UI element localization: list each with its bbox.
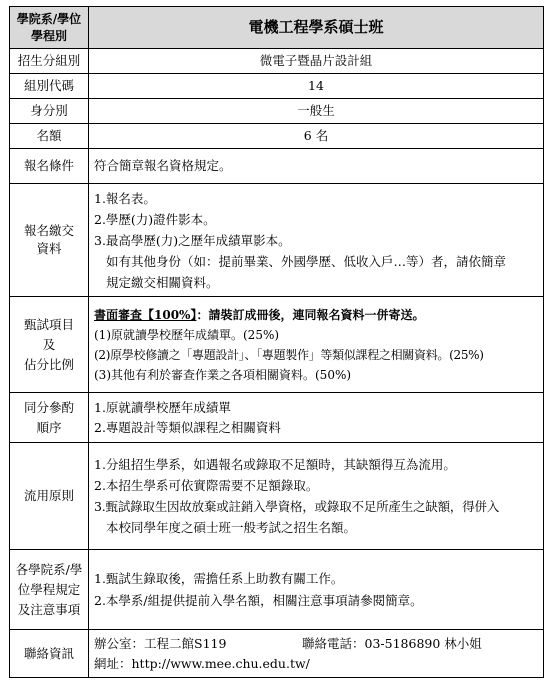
admission-document <box>9 6 544 678</box>
contact-line <box>94 634 539 654</box>
tiebreak-label-line1: 同分參酌 <box>23 399 74 415</box>
screening-heading-underlined: 書面審查【100%】 <box>94 307 197 322</box>
notes-row <box>10 550 544 630</box>
admission-table <box>9 6 544 678</box>
notes-label-cell <box>10 550 89 630</box>
screening-item: (3)其他有利於審查作業之各項相關資料。(50%) <box>94 367 352 382</box>
notes-item: 2.本學系/組提供提前入學名額，相關注意事項請參閱簡章。 <box>94 592 423 608</box>
transfer-row <box>10 443 544 550</box>
tiebreak-row <box>10 393 544 443</box>
contact-phone: 聯絡電話：03-5186890 林小姐 <box>302 635 482 651</box>
contact-content <box>89 630 544 678</box>
division-label: 招生分組別 <box>10 49 89 74</box>
screening-item: (1)原就讀學校歷年成績單。(25%) <box>94 327 280 342</box>
screening-label-line3: 佔分比例 <box>23 356 74 372</box>
header-label-line2: 學程別 <box>30 28 67 43</box>
transfer-item: 1.分組招生學系，如遇報名或錄取不足額時，其缺額得互為流用。 <box>94 457 456 472</box>
screening-heading-rest: ：請裝訂成冊後，連同報名資料一併寄送。 <box>196 307 425 322</box>
eligibility-row <box>10 149 544 184</box>
header-row <box>10 7 544 49</box>
code-value: 14 <box>89 74 544 99</box>
documents-note-line1: 如有其他身份（如：提前畢業、外國學歷、低收入戶…等）者，請依簡章 <box>106 253 507 269</box>
documents-note-line2: 規定繳交相關資料。 <box>106 274 219 290</box>
documents-row <box>10 184 544 297</box>
identity-row <box>10 99 544 124</box>
tiebreak-content <box>89 393 544 443</box>
contact-website[interactable]: 網址：http://www.mee.chu.edu.tw/ <box>94 655 310 671</box>
identity-value: 一般生 <box>89 99 544 124</box>
header-label-cell <box>10 7 89 49</box>
notes-item: 1.甄試生錄取後，需擔任系上助教有關工作。 <box>94 570 344 586</box>
screening-row <box>10 297 544 393</box>
identity-label: 身分別 <box>10 99 89 124</box>
quota-row <box>10 124 544 149</box>
contact-office: 辦公室：工程二館S119 <box>94 635 227 651</box>
code-row <box>10 74 544 99</box>
screening-label-line2: 及 <box>42 336 56 352</box>
screening-heading <box>94 305 539 325</box>
screening-label-line1: 甄試項目 <box>23 316 74 332</box>
notes-content <box>89 550 544 630</box>
tiebreak-item: 2.專題設計等類似課程之相關資料 <box>94 419 281 435</box>
documents-label-line2: 資料 <box>36 241 62 256</box>
transfer-item-continued: 本校同學年度之碩士班一般考試之招生名額。 <box>106 520 357 535</box>
header-label-line1: 學院系/學位 <box>16 12 82 27</box>
documents-content <box>89 184 544 297</box>
transfer-item: 2.本招生學系可依實際需要不足額錄取。 <box>94 478 319 493</box>
eligibility-value: 符合簡章報名資格規定。 <box>89 149 544 184</box>
transfer-content <box>89 443 544 550</box>
program-title: 電機工程學系碩士班 <box>89 7 544 49</box>
eligibility-label: 報名條件 <box>10 149 89 184</box>
documents-item: 3.最高學歷(力)之歷年成績單影本。 <box>94 232 291 248</box>
tiebreak-item: 1.原就讀學校歷年成績單 <box>94 399 231 415</box>
contact-label: 聯絡資訊 <box>10 630 89 678</box>
notes-label-line3: 及注意事項 <box>17 601 81 617</box>
notes-label-line1: 各學院系/學 <box>15 561 83 577</box>
screening-label-cell <box>10 297 89 393</box>
screening-content <box>89 297 544 393</box>
transfer-label: 流用原則 <box>10 443 89 550</box>
documents-label-line1: 報名繳交 <box>23 223 74 239</box>
transfer-item: 3.甄試錄取生因故放棄或註銷入學資格，或錄取不足所產生之缺額，得併入 <box>94 499 500 514</box>
code-label: 組別代碼 <box>10 74 89 99</box>
division-value: 微電子暨晶片設計組 <box>89 49 544 74</box>
quota-value: 6 名 <box>89 124 544 149</box>
screening-item: (2)原學校修讀之「專題設計」、「專題製作」等類似課程之相關資料。(25%) <box>94 347 484 362</box>
notes-label-line2: 位學程規定 <box>17 581 81 597</box>
documents-item: 2.學歷(力)證件影本。 <box>94 211 216 227</box>
contact-row <box>10 630 544 678</box>
documents-item: 1.報名表。 <box>94 190 156 206</box>
division-row <box>10 49 544 74</box>
documents-label-cell <box>10 184 89 297</box>
tiebreak-label-line2: 順序 <box>36 419 62 435</box>
tiebreak-label-cell <box>10 393 89 443</box>
quota-label: 名額 <box>10 124 89 149</box>
